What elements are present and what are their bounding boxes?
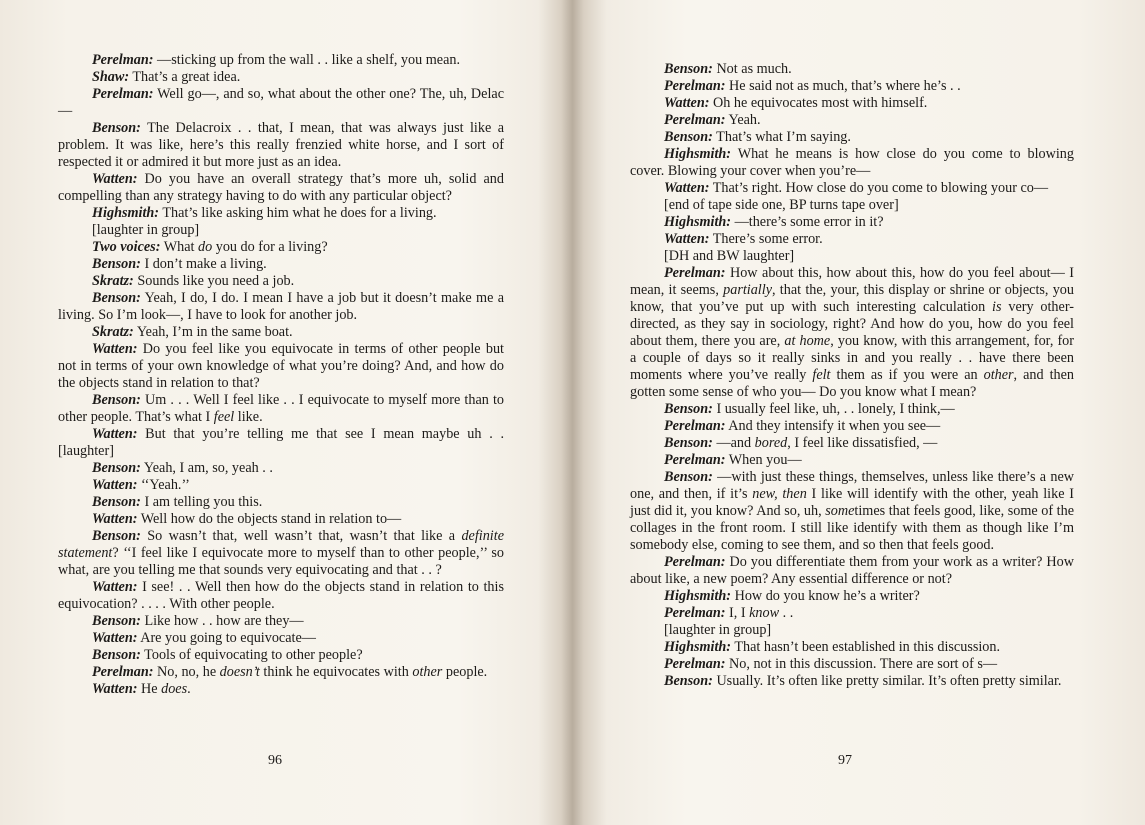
emphasis-text: definite statement (58, 528, 504, 561)
speaker-name: Perelman: (664, 656, 726, 672)
speaker-name: Benson: (664, 435, 713, 451)
dialogue-text: What he means is how close do you come to blowing cover. Blowing your cover when you’re— (630, 146, 1074, 179)
speaker-name: Watten: (664, 95, 710, 111)
speaker-name: Perelman: (664, 554, 726, 570)
speaker-name: Benson: (664, 469, 713, 485)
dialogue-paragraph (630, 605, 1074, 622)
dialogue-paragraph (58, 511, 504, 528)
dialogue-text: When you— (725, 452, 802, 468)
dialogue-text: I don’t make a living. (140, 256, 267, 272)
dialogue-text: [laughter in group] (92, 222, 200, 238)
emphasis-text: new, then (752, 486, 807, 502)
speaker-name: Benson: (92, 528, 141, 544)
dialogue-text: Tools of equivocating to other people? (140, 647, 363, 663)
dialogue-text: like. (234, 409, 263, 425)
dialogue-text: —sticking up from the wall . . like a shelf, you mean. (153, 52, 461, 68)
dialogue-paragraph (58, 256, 504, 273)
speaker-name: Skratz: (92, 273, 134, 289)
dialogue-text: Are you going to equivocate— (137, 630, 316, 646)
dialogue-paragraph (58, 460, 504, 477)
dialogue-text: —there’s some error in it? (731, 214, 884, 230)
dialogue-paragraph (58, 579, 504, 613)
dialogue-text: ‘‘Yeah.’’ (137, 477, 190, 493)
dialogue-paragraph (630, 214, 1074, 231)
dialogue-text: No, not in this discussion. There are sort of s— (725, 656, 998, 672)
dialogue-text: Um . . . Well I feel like . . I equivocate to myself more than to other people. That’s what I (58, 392, 504, 425)
dialogue-text: Sounds like you need a job. (133, 273, 295, 289)
speaker-name: Benson: (92, 494, 141, 510)
dialogue-text: He (137, 681, 162, 697)
dialogue-text: He said not as much, that’s where he’s . . (725, 78, 961, 94)
dialogue-text: That’s like asking him what he does for a living. (159, 205, 437, 221)
dialogue-text: , and then gotten some sense of who you— Do you know what I mean? (630, 367, 1075, 400)
speaker-name: Watten: (92, 477, 138, 493)
speaker-name: Benson: (92, 392, 141, 408)
dialogue-paragraph (630, 248, 1074, 265)
dialogue-text: Not as much. (712, 61, 792, 77)
dialogue-text: No, no, he (153, 664, 220, 680)
dialogue-text: I usually feel like, uh, . . lonely, I think,— (712, 401, 955, 417)
speaker-name: Benson: (664, 129, 713, 145)
dialogue-paragraph (630, 146, 1074, 180)
speaker-name: Benson: (92, 613, 141, 629)
dialogue-text: Yeah, I’m in the same boat. (133, 324, 293, 340)
speaker-name: Skratz: (92, 324, 134, 340)
dialogue-text: How do you know he’s a writer? (731, 588, 920, 604)
dialogue-paragraph (630, 469, 1074, 554)
dialogue-paragraph (630, 588, 1074, 605)
dialogue-paragraph (630, 61, 1074, 78)
dialogue-text: [DH and BW laughter] (664, 248, 795, 264)
speaker-name: Watten: (92, 630, 138, 646)
emphasis-text: is (992, 299, 1002, 315)
speaker-name: Benson: (92, 460, 141, 476)
dialogue-text: The Delacroix . . that, I mean, that was always just like a problem. It was like, here’s this really frenzied white horse, and I sort of respected it or admired it but more just as an idea. (58, 120, 504, 170)
dialogue-text: think he equivocates with (259, 664, 413, 680)
page-number-left: 96 (268, 753, 282, 768)
dialogue-paragraph (58, 171, 504, 205)
speaker-name: Watten: (92, 341, 138, 357)
speaker-name: Benson: (92, 256, 141, 272)
dialogue-paragraph (630, 418, 1074, 435)
dialogue-paragraph (630, 673, 1074, 690)
dialogue-text: —and (712, 435, 755, 451)
dialogue-paragraph (58, 290, 504, 324)
dialogue-paragraph (58, 273, 504, 290)
emphasis-text: does (161, 681, 188, 697)
dialogue-text: How about this, how about this, how do you feel about— I mean, it seems, (630, 265, 1074, 298)
dialogue-text: Yeah. (725, 112, 761, 128)
speaker-name: Perelman: (664, 418, 726, 434)
dialogue-paragraph (58, 494, 504, 511)
speaker-name: Benson: (92, 120, 141, 136)
speaker-name: Benson: (92, 290, 141, 306)
emphasis-text: feel (213, 409, 235, 425)
dialogue-paragraph (630, 129, 1074, 146)
speaker-name: Highsmith: (664, 214, 732, 230)
speaker-name: Two voices: (92, 239, 161, 255)
speaker-name: Watten: (92, 426, 138, 442)
dialogue-text: very other-directed, as they say in sociology, right? And how do you, how do you feel about them, there you are, (630, 299, 1074, 349)
speaker-name: Perelman: (664, 112, 726, 128)
speaker-name: Watten: (92, 681, 138, 697)
emphasis-text: bored (754, 435, 788, 451)
dialogue-text: And they intensify it when you see— (725, 418, 941, 434)
dialogue-paragraph (58, 205, 504, 222)
speaker-name: Watten: (664, 231, 710, 247)
dialogue-text: Well how do the objects stand in relation to— (137, 511, 402, 527)
emphasis-text: other (412, 664, 443, 680)
dialogue-paragraph (58, 477, 504, 494)
dialogue-paragraph (58, 239, 504, 256)
dialogue-text: I, I (725, 605, 750, 621)
speaker-name: Perelman: (664, 605, 726, 621)
dialogue-text: them as if you were an (830, 367, 984, 383)
speaker-name: Shaw: (92, 69, 130, 85)
dialogue-text: That’s a great idea. (129, 69, 241, 85)
speaker-name: Watten: (92, 511, 138, 527)
dialogue-paragraph (630, 639, 1074, 656)
speaker-name: Benson: (664, 401, 713, 417)
emphasis-text: other (983, 367, 1014, 383)
dialogue-paragraph (58, 324, 504, 341)
dialogue-paragraph (58, 222, 504, 239)
dialogue-paragraph (58, 341, 504, 392)
dialogue-paragraph (58, 120, 504, 171)
speaker-name: Highsmith: (92, 205, 160, 221)
emphasis-text: felt (812, 367, 831, 383)
dialogue-text: Like how . . how are they— (140, 613, 304, 629)
page-number-right: 97 (838, 753, 852, 768)
emphasis-text: at home (784, 333, 831, 349)
dialogue-paragraph (58, 528, 504, 579)
dialogue-text: Usually. It’s often like pretty similar. It’s often pretty similar. (712, 673, 1062, 689)
dialogue-text: . (187, 681, 191, 697)
dialogue-text: I like will identify with the other, yeah like I just did it, you know? And so, uh, (630, 486, 1074, 519)
dialogue-text: , you know, with this arrangement, for, for a couple of days so it really sinks in and you really . . have there been moments where you’ve really (630, 333, 1074, 383)
speaker-name: Highsmith: (664, 588, 732, 604)
dialogue-text: I am telling you this. (140, 494, 263, 510)
dialogue-paragraph (58, 69, 504, 86)
dialogue-paragraph (630, 180, 1074, 197)
dialogue-text: —with just these things, themselves, unless like there’s a new one, and then, if it’s (630, 469, 1074, 502)
dialogue-text: That hasn’t been established in this discussion. (731, 639, 1001, 655)
dialogue-paragraph (630, 435, 1074, 452)
dialogue-text: people. (442, 664, 488, 680)
dialogue-paragraph (58, 681, 504, 698)
dialogue-paragraph (630, 622, 1074, 639)
emphasis-text: some (825, 503, 855, 519)
speaker-name: Benson: (664, 61, 713, 77)
dialogue-paragraph (630, 197, 1074, 214)
speaker-name: Watten: (92, 579, 138, 595)
dialogue-text: Well go—, and so, what about the other one? The, uh, Delac— (58, 86, 504, 119)
speaker-name: Benson: (664, 673, 713, 689)
dialogue-text: I see! . . Well then how do the objects stand in relation to this equivocation? . . . . With other people. (58, 579, 504, 612)
speaker-name: Perelman: (664, 452, 726, 468)
emphasis-text: partially (723, 282, 772, 298)
dialogue-paragraph (630, 452, 1074, 469)
dialogue-paragraph (630, 112, 1074, 129)
speaker-name: Watten: (664, 180, 710, 196)
dialogue-paragraph (630, 265, 1074, 401)
dialogue-paragraph (58, 52, 504, 69)
speaker-name: Perelman: (92, 86, 154, 102)
dialogue-paragraph (58, 630, 504, 647)
dialogue-paragraph (58, 664, 504, 681)
dialogue-text: There’s some error. (709, 231, 823, 247)
dialogue-text: . . (779, 605, 794, 621)
left-page-text (58, 52, 504, 698)
dialogue-text: Do you differentiate them from your work as a writer? How about like, a new poem? Any essential difference or not? (630, 554, 1074, 587)
dialogue-text: What (160, 239, 198, 255)
left-page (0, 0, 560, 825)
speaker-name: Perelman: (664, 78, 726, 94)
speaker-name: Perelman: (92, 52, 154, 68)
dialogue-text: That’s right. How close do you come to blowing your co— (709, 180, 1049, 196)
dialogue-paragraph (630, 78, 1074, 95)
dialogue-text: Yeah, I do, I do. I mean I have a job but it doesn’t make me a living. So I’m look—, I have to look for another job. (58, 290, 504, 323)
dialogue-text: times that feels good, like, some of the collages in the front room. I still like identify with them as though like I’m somebody else, coming to see them, and so then that feels good. (630, 503, 1074, 553)
speaker-name: Perelman: (664, 265, 726, 281)
emphasis-text: doesn’t (219, 664, 260, 680)
dialogue-text: , that the, your, this display or shrine or objects, you know, that you’ve put up with such interesting calculation (630, 282, 1074, 315)
right-page (585, 0, 1145, 825)
dialogue-paragraph (630, 231, 1074, 248)
dialogue-paragraph (58, 426, 504, 460)
dialogue-paragraph (58, 392, 504, 426)
dialogue-text: , I feel like dissatisfied, — (787, 435, 938, 451)
dialogue-paragraph (630, 95, 1074, 112)
dialogue-paragraph (630, 656, 1074, 673)
dialogue-text: Oh he equivocates most with himself. (709, 95, 928, 111)
speaker-name: Highsmith: (664, 639, 732, 655)
dialogue-text: Do you have an overall strategy that’s more uh, solid and compelling than any strategy having to do with any particular object? (58, 171, 504, 204)
speaker-name: Benson: (92, 647, 141, 663)
dialogue-text: But that you’re telling me that see I mean maybe uh . . [laughter] (58, 426, 504, 459)
dialogue-text: That’s what I’m saying. (712, 129, 851, 145)
dialogue-paragraph (58, 647, 504, 664)
dialogue-text: ? ‘‘I feel like I equivocate more to myself than to other people,’’ so what, are you telling me that sounds very equivocating and that . . ? (58, 545, 504, 578)
dialogue-text: you do for a living? (212, 239, 328, 255)
dialogue-paragraph (58, 613, 504, 630)
dialogue-paragraph (630, 401, 1074, 418)
dialogue-text: [laughter in group] (664, 622, 772, 638)
dialogue-paragraph (630, 554, 1074, 588)
dialogue-text: [end of tape side one, BP turns tape over] (664, 197, 899, 213)
dialogue-paragraph (58, 86, 504, 120)
emphasis-text: know (749, 605, 780, 621)
speaker-name: Highsmith: (664, 146, 732, 162)
emphasis-text: do (197, 239, 213, 255)
dialogue-text: Yeah, I am, so, yeah . . (140, 460, 273, 476)
dialogue-text: So wasn’t that, well wasn’t that, wasn’t that like a (140, 528, 462, 544)
speaker-name: Watten: (92, 171, 138, 187)
speaker-name: Perelman: (92, 664, 154, 680)
dialogue-text: Do you feel like you equivocate in terms of other people but not in terms of your own knowledge of what you’re doing? And, and how do the objects stand in relation to that? (58, 341, 504, 391)
right-page-text (630, 61, 1074, 690)
